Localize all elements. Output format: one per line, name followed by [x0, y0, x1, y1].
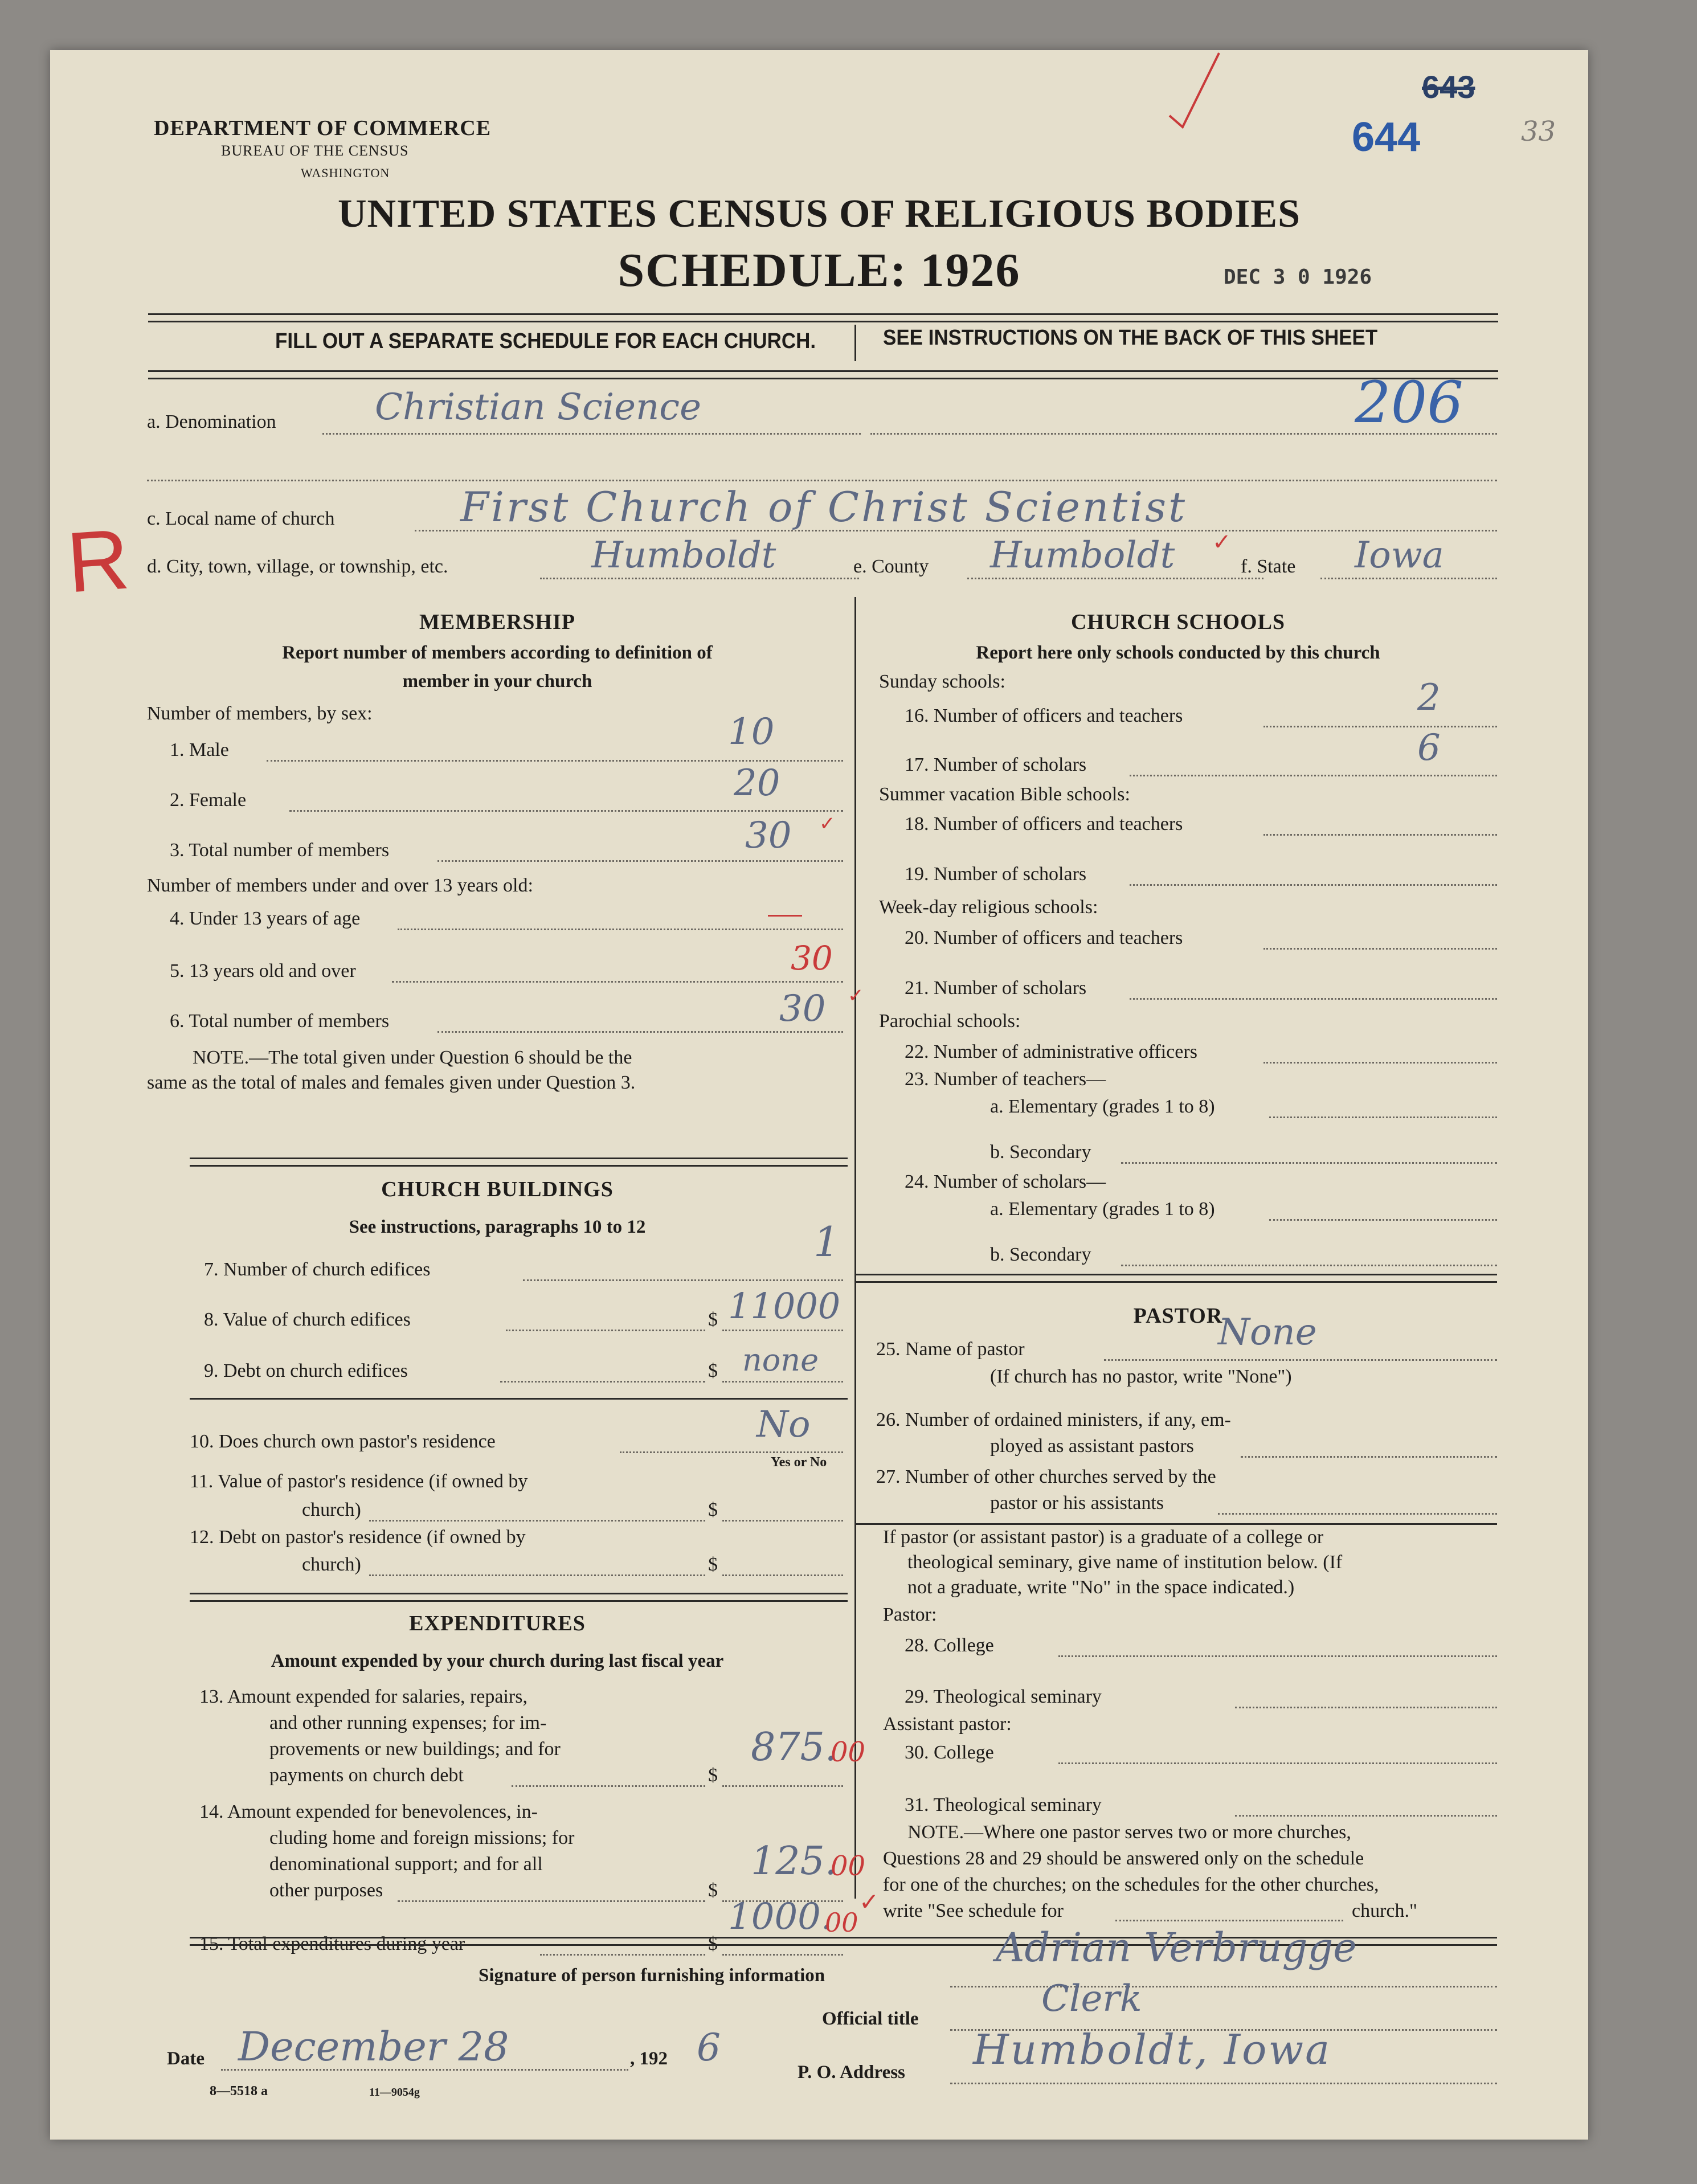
denomination-label: a. Denomination [147, 411, 276, 432]
pastor-subhead: Pastor: [883, 1604, 937, 1625]
members-by-age: Number of members under and over 13 years old: [147, 875, 533, 896]
form-title: UNITED STATES CENSUS OF RELIGIOUS BODIES [337, 192, 1301, 236]
q5-value: 30 [791, 939, 833, 978]
pastor-note-4a: write "See schedule for [883, 1900, 1064, 1921]
weekday-schools-label: Week-day religious schools: [879, 897, 1098, 918]
q13-cents: 00 [831, 1736, 866, 1768]
q12-dollar: $ [708, 1554, 718, 1575]
yes-or-no-hint: Yes or No [771, 1455, 827, 1470]
q8-line [506, 1330, 705, 1331]
red-r-mark: R [64, 510, 133, 611]
instruction-right: SEE INSTRUCTIONS ON THE BACK OF THIS SHEET [883, 326, 1378, 350]
q8-value: 11000 [728, 1285, 841, 1327]
q25-line [1104, 1359, 1497, 1361]
q7-value: 1 [813, 1218, 840, 1266]
q15-line [540, 1954, 705, 1956]
q31-line [1235, 1815, 1497, 1817]
pastor-note-1: NOTE.—Where one pastor serves two or more churches, [907, 1822, 1351, 1843]
q20-line [1263, 948, 1497, 950]
pastor-note-3: for one of the churches; on the schedules for the other churches, [883, 1874, 1379, 1895]
parochial-schools-label: Parochial schools: [879, 1011, 1021, 1032]
local-name-value: First Church of Christ Scientist [460, 483, 1188, 531]
q10-value: No [757, 1404, 811, 1446]
census-schedule-form [50, 50, 1588, 2140]
q9-line [500, 1381, 705, 1383]
instruction-left: FILL OUT A SEPARATE SCHEDULE FOR EACH CHURCH. [275, 329, 816, 353]
q26-line [1241, 1456, 1497, 1458]
q23b-label: b. Secondary [990, 1142, 1091, 1163]
header-top-rule [148, 313, 1498, 322]
q8-dollar: $ [708, 1309, 718, 1330]
q27-label-2: pastor or his assistants [990, 1492, 1164, 1514]
q6-value: 30 [779, 988, 826, 1030]
sunday-schools-label: Sunday schools: [879, 671, 1005, 692]
q2-value: 20 [734, 762, 780, 804]
state-line [1320, 578, 1497, 579]
membership-bottom-rule [190, 1158, 848, 1167]
q17-line [1130, 775, 1497, 776]
county-value: Humboldt [990, 534, 1175, 576]
q17-label: 17. Number of scholars [905, 754, 1087, 775]
schools-bottom-rule [856, 1274, 1497, 1283]
blank-line-b [147, 480, 1497, 481]
q6-line [437, 1031, 843, 1033]
date-label: Date [167, 2048, 205, 2069]
q8-label: 8. Value of church edifices [204, 1309, 411, 1330]
q3-label: 3. Total number of members [170, 840, 390, 861]
q14-label-3: denominational support; and for all [269, 1854, 543, 1875]
header-bottom-rule [148, 370, 1498, 379]
q15-dollar: $ [708, 1933, 718, 1954]
q14-value: 125. [751, 1839, 837, 1884]
q24b-label: b. Secondary [990, 1244, 1091, 1265]
q3-check: ✓ [819, 813, 836, 835]
q30-label: 30. College [905, 1742, 994, 1763]
q14-label-4: other purposes [269, 1880, 383, 1901]
membership-title: MEMBERSHIP [419, 610, 575, 634]
instruction-divider [854, 325, 856, 361]
q1-value: 10 [728, 711, 775, 753]
q8-amount-line [722, 1330, 843, 1331]
q9-dollar: $ [708, 1360, 718, 1381]
q10-label: 10. Does church own pastor's residence [190, 1431, 496, 1452]
assistant-subhead: Assistant pastor: [883, 1713, 1012, 1735]
pastor-title: PASTOR [1133, 1304, 1223, 1328]
q11-line [369, 1520, 705, 1522]
q13-amount-line [722, 1785, 843, 1787]
denomination-line [322, 433, 861, 435]
q28-label: 28. College [905, 1635, 994, 1656]
q16-value: 2 [1417, 677, 1441, 719]
q4-label: 4. Under 13 years of age [170, 908, 361, 929]
bureau-line: BUREAU OF THE CENSUS [221, 142, 409, 159]
q14-cents: 00 [831, 1850, 866, 1882]
q11-label-1: 11. Value of pastor's residence (if owned by [190, 1471, 528, 1492]
q3-line [437, 860, 843, 862]
q23a-label: a. Elementary (grades 1 to 8) [990, 1096, 1215, 1117]
graduate-instr-3: not a graduate, write "No" in the space indicated.) [907, 1577, 1295, 1598]
q12-label-2: church) [302, 1554, 361, 1575]
q10-line [620, 1451, 843, 1453]
q3-value: 30 [745, 815, 792, 857]
q14-line [398, 1900, 705, 1902]
q30-line [1058, 1762, 1497, 1764]
handwritten-code: 206 [1355, 369, 1463, 436]
summer-schools-label: Summer vacation Bible schools: [879, 784, 1130, 805]
denomination-value: Christian Science [375, 386, 701, 428]
q26-label-1: 26. Number of ordained ministers, if any, em- [876, 1409, 1231, 1430]
signature-value: Adrian Verbrugge [996, 1924, 1357, 1971]
q2-label: 2. Female [170, 790, 247, 811]
county-check: ✓ [1212, 529, 1232, 555]
q16-line [1263, 726, 1497, 727]
washington-line: WASHINGTON [301, 166, 390, 180]
q21-line [1130, 998, 1497, 1000]
q19-label: 19. Number of scholars [905, 864, 1087, 885]
form-number: 8—5518 a [210, 2084, 268, 2099]
buildings-bottom-rule [190, 1593, 848, 1602]
q5-label: 5. 13 years old and over [170, 960, 356, 981]
state-label: f. State [1241, 556, 1296, 577]
q13-label-2: and other running expenses; for im- [269, 1712, 547, 1733]
q25-value: None [1218, 1311, 1317, 1353]
graduate-instr-2: theological seminary, give name of institution below. (If [907, 1552, 1343, 1573]
q1-label: 1. Male [170, 739, 229, 760]
city-value: Humboldt [591, 534, 776, 576]
state-value: Iowa [1355, 534, 1444, 576]
q29-line [1235, 1707, 1497, 1708]
print-number: 11—9054g [369, 2086, 420, 2099]
buildings-title: CHURCH BUILDINGS [381, 1177, 614, 1201]
crossed-number: 643 [1422, 69, 1475, 105]
county-label: e. County [853, 556, 929, 577]
schedule-year: SCHEDULE: 1926 [618, 244, 1021, 297]
date-value: December 28 [238, 2023, 509, 2070]
department-line: DEPARTMENT OF COMMERCE [154, 116, 492, 140]
q24a-line [1269, 1219, 1497, 1221]
q20-label: 20. Number of officers and teachers [905, 927, 1183, 948]
q29-label: 29. Theological seminary [905, 1686, 1102, 1707]
q25-note: (If church has no pastor, write "None") [990, 1366, 1292, 1387]
q14-dollar: $ [708, 1880, 718, 1901]
q14-label-1: 14. Amount expended for benevolences, in- [199, 1801, 538, 1822]
received-date-stamp: DEC 3 0 1926 [1224, 265, 1372, 289]
q31-label: 31. Theological seminary [905, 1794, 1102, 1815]
q11-label-2: church) [302, 1499, 361, 1520]
q4-line [398, 929, 843, 930]
q24-label: 24. Number of scholars— [905, 1171, 1106, 1192]
q19-line [1130, 884, 1497, 886]
po-address-line [950, 2083, 1497, 2084]
q12-label-1: 12. Debt on pastor's residence (if owned by [190, 1527, 526, 1548]
membership-intro-1: Report number of members according to definition of [282, 643, 713, 663]
q7-line [523, 1279, 843, 1281]
q15-check: ✓ [859, 1889, 880, 1916]
q23b-line [1121, 1162, 1497, 1164]
q15-amount-line [722, 1954, 843, 1956]
county-line [967, 578, 1263, 579]
q7-label: 7. Number of church edifices [204, 1259, 431, 1280]
q16-label: 16. Number of officers and teachers [905, 705, 1183, 726]
q13-line [512, 1785, 705, 1787]
q15-value: 1000. [728, 1896, 833, 1938]
q26-label-2: ployed as assistant pastors [990, 1435, 1194, 1457]
pastor-note-2: Questions 28 and 29 should be answered only on the schedule [883, 1848, 1364, 1869]
local-name-label: c. Local name of church [147, 508, 335, 529]
q27-label-1: 27. Number of other churches served by the [876, 1466, 1216, 1487]
pastor-note-4b: church." [1352, 1900, 1417, 1921]
q1-line [267, 760, 843, 762]
q23-label: 23. Number of teachers— [905, 1069, 1106, 1090]
q15-cents: 00 [825, 1907, 858, 1938]
q23a-line [1269, 1116, 1497, 1118]
q9-amount-line [722, 1381, 843, 1383]
city-line [540, 578, 859, 579]
q6-label: 6. Total number of members [170, 1011, 390, 1032]
expenditures-title: EXPENDITURES [409, 1612, 586, 1635]
q5-line [392, 981, 843, 983]
q13-dollar: $ [708, 1765, 718, 1786]
po-address-value: Humboldt, Iowa [973, 2026, 1332, 2073]
q28-line [1058, 1655, 1497, 1657]
q13-label-4: payments on church debt [269, 1765, 464, 1786]
q24b-line [1121, 1265, 1497, 1266]
graduate-instr-1: If pastor (or assistant pastor) is a graduate of a college or [883, 1527, 1324, 1548]
q13-value: 875. [751, 1725, 837, 1770]
membership-intro-2: member in your church [402, 671, 592, 692]
official-title-label: Official title [822, 2009, 919, 2029]
q27-line [1218, 1513, 1497, 1515]
q15-label: 15. Total expenditures during year [199, 1933, 465, 1954]
center-column-divider [854, 597, 856, 1899]
q13-label-3: provements or new buildings; and for [269, 1739, 561, 1760]
q18-label: 18. Number of officers and teachers [905, 813, 1183, 835]
membership-note-2: same as the total of males and females given under Question 3. [147, 1072, 636, 1093]
red-check-mark [1167, 50, 1224, 133]
signature-line [950, 1986, 1497, 1987]
q22-line [1263, 1062, 1497, 1064]
schools-intro: Report here only schools conducted by this church [976, 643, 1380, 663]
q9-value: none [742, 1342, 819, 1378]
stamped-number: 644 [1352, 114, 1421, 160]
q22-label: 22. Number of administrative officers [905, 1041, 1197, 1062]
po-address-label: P. O. Address [798, 2062, 905, 2083]
members-by-sex: Number of members, by sex: [147, 703, 373, 724]
signature-label: Signature of person furnishing information [479, 1965, 825, 1986]
membership-note-1: NOTE.—The total given under Question 6 should be the [193, 1047, 632, 1068]
q25-label: 25. Name of pastor [876, 1339, 1025, 1360]
q12-line [369, 1574, 705, 1576]
q9-label: 9. Debt on church edifices [204, 1360, 408, 1381]
q6-check: ✓ [848, 985, 864, 1007]
q13-label-1: 13. Amount expended for salaries, repairs, [199, 1686, 527, 1707]
schools-title: CHURCH SCHOOLS [1070, 610, 1286, 634]
q11-dollar: $ [708, 1499, 718, 1520]
q11-amount-line [722, 1520, 843, 1522]
q21-label: 21. Number of scholars [905, 978, 1087, 999]
year-digit: 6 [697, 2026, 721, 2070]
q12-amount-line [722, 1574, 843, 1576]
pastor-mid-rule [856, 1523, 1497, 1525]
buildings-mid-rule [190, 1398, 848, 1400]
city-label: d. City, town, village, or township, etc. [147, 556, 448, 577]
q18-line [1263, 834, 1497, 836]
q24a-label: a. Elementary (grades 1 to 8) [990, 1199, 1215, 1220]
q4-red-dash [768, 915, 802, 917]
q2-line [289, 810, 843, 812]
q14-label-2: cluding home and foreign missions; for [269, 1827, 575, 1848]
buildings-intro: See instructions, paragraphs 10 to 12 [349, 1217, 646, 1237]
q17-value: 6 [1417, 727, 1441, 769]
official-title-value: Clerk [1041, 1978, 1142, 2020]
expenditures-intro: Amount expended by your church during last fiscal year [271, 1651, 724, 1671]
year-prefix: , 192 [630, 2048, 668, 2069]
pencil-number: 33 [1521, 116, 1556, 148]
pastor-note-line [1115, 1920, 1343, 1921]
